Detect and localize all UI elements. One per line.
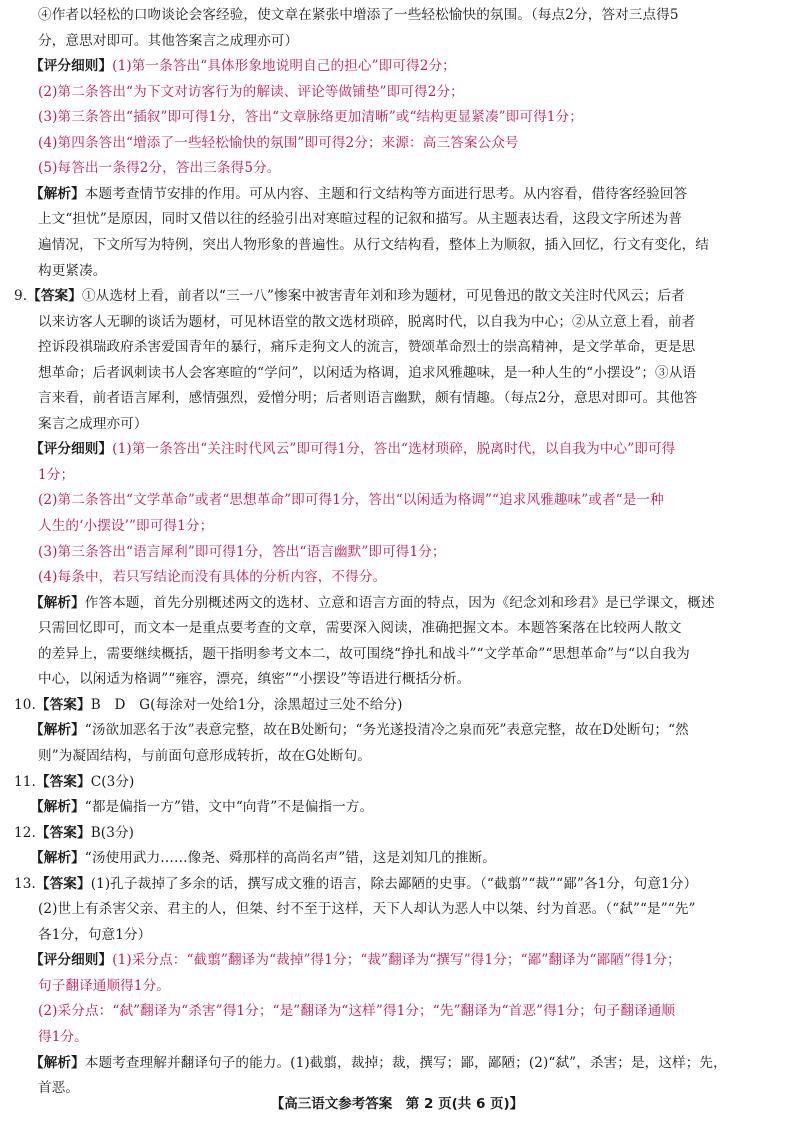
text-line	[14, 824, 734, 842]
question-number: 12.	[14, 824, 36, 841]
text-line	[38, 926, 758, 944]
answer-text: 的差异上，需要继续概括，题干指明参考文本二，故可围绕“挣扎和战斗”“文学革命”“思想革命”与“以自我为	[38, 645, 690, 662]
text-line	[38, 313, 758, 331]
section-tag: 【解析】	[30, 850, 85, 867]
text-line	[38, 338, 758, 356]
answer-text: 本题考查理解并翻译句子的能力。(1)截翦，裁掉；裁，撰写；鄙，鄙陋；(2)“弑”，杀害；是，这样；先，	[84, 1054, 727, 1071]
text-line	[30, 594, 750, 612]
grading-note-text: (2)第二条答出“为下文对访客行为的解读、评论等做铺垫”即可得2分；	[38, 83, 464, 100]
answer-text: 首恶。	[38, 1080, 80, 1097]
text-line	[38, 491, 758, 509]
section-tag: 【答案】	[35, 875, 91, 892]
grading-note-text: (4)每条中，若只写结论而没有具体的分析内容，不得分。	[38, 569, 387, 586]
answer-text: ①从选材上看，前者以“三一八”惨案中被害青年刘和珍为题材，可见鲁迅的散文关注时代风云；后者	[81, 288, 685, 305]
text-line	[38, 619, 758, 637]
grading-note-text: 句子翻译通顺得1分。	[38, 977, 170, 994]
text-line	[38, 83, 758, 101]
text-line	[30, 185, 750, 203]
text-line	[38, 134, 758, 152]
answer-text: “汤欲加恶名于汝”表意完整，故在B处断句；“务光遂投清冷之泉而死”表意完整，故在D处断句；“然	[84, 722, 689, 739]
answer-text: 本题考查情节安排的作用。可从内容、主题和行文结构等方面进行思考。从内容看，借待客经验回答	[84, 185, 688, 202]
answer-text: 则”为凝固结构，与前面句意形成转折，故在G处断句。	[38, 747, 371, 764]
text-line	[38, 159, 758, 177]
answer-text: “都是偏指一方”错，文中“向背”不是偏指一方。	[84, 799, 374, 816]
answer-text: 遍情况，下文所写为特例，突出人物形象的普遍性。从行文结构看，整体上为顺叙，插入回忆，行文有变化，结	[38, 236, 709, 253]
text-line	[30, 849, 750, 867]
answer-text: B D G(每涂对一处给1分，涂黑超过三处不给分)	[90, 696, 403, 713]
answer-text: 控诉段祺瑞政府杀害爱国青年的暴行，痛斥走狗文人的流言，赞颂革命烈士的崇高精神，是文学革命，更是思	[38, 339, 696, 356]
text-line	[38, 389, 758, 407]
grading-note-text: (1)第一条答出“具体形象地说明自己的担心”即可得2分；	[112, 58, 456, 75]
text-line	[38, 262, 758, 280]
text-line	[30, 1054, 750, 1072]
grading-note-text: (4)第四条答出“增添了一些轻松愉快的氛围”即可得2分；来源：高三答案公众号	[38, 134, 519, 151]
answer-text: 想革命；后者讽刺读书人会客寒暄的“学问”，以闲适为格调，追求风雅趣味，是一种人生的“小摆设”；③从语	[38, 364, 697, 381]
text-line	[14, 875, 734, 893]
text-line	[38, 670, 758, 688]
section-tag: 【答案】	[35, 824, 91, 841]
text-line	[38, 543, 758, 561]
answer-text: ④作者以轻松的口吻谈论会客经验，使文章在紧张中增添了一些轻松愉快的氛围。（每点2分，答对三点得5	[38, 7, 679, 23]
text-line	[38, 1002, 758, 1020]
text-line	[38, 517, 758, 535]
answer-text: 作答本题，首先分别概述两文的选材、立意和语言方面的特点，因为《纪念刘和珍君》是已学课文，概述	[84, 594, 715, 611]
section-tag: 【解析】	[30, 799, 85, 816]
section-tag: 【评分细则】	[30, 441, 113, 458]
section-tag: 【答案】	[35, 696, 91, 713]
question-number: 13.	[14, 875, 36, 892]
answer-text: C(3分)	[90, 773, 135, 790]
answer-text: 上文“担忧”是原因，同时又借以往的经验引出对寒暄过程的记叙和描写。从主题表达看，这段文字所述为普	[38, 211, 683, 228]
section-tag: 【答案】	[27, 288, 82, 305]
grading-note-text: (3)第三条答出“插叙”即可得1分，答出“文章脉络更加清晰”或“结构更显紧凑”即可得1分；	[38, 109, 583, 126]
text-line	[30, 798, 750, 816]
section-tag: 【答案】	[35, 773, 91, 790]
section-tag: 【解析】	[30, 722, 85, 739]
answer-text: 构更紧凑。	[38, 262, 107, 279]
answer-text: 案言之成理亦可）	[38, 415, 148, 432]
grading-note-text: 人生的‘小摆设’”即可得1分；	[38, 518, 214, 534]
answer-text: 各1分，句意1分）	[38, 926, 152, 943]
grading-note-text: (5)每答出一条得2分，答出三条得5分。	[38, 160, 281, 177]
section-tag: 【评分细则】	[30, 952, 113, 969]
grading-note-text: (2)第二条答出“文学革命”或者“思想革命”即可得1分，答出“以闲适为格调”“追求风雅趣味”或者“是一种	[38, 492, 664, 509]
text-line	[38, 364, 758, 382]
answer-text: 中心，以闲适为格调”“雍容，漂亮，缜密”“小摆设”等语进行概括分析。	[38, 671, 471, 688]
text-line	[38, 210, 758, 228]
section-tag: 【解析】	[30, 594, 85, 611]
answer-text: B(3分)	[90, 824, 135, 841]
answer-text: 言来看，前者语言犀利，感情强烈，爱憎分明；后者则语言幽默，颇有情趣。（每点2分，意思对即可。其他答	[38, 390, 698, 407]
grading-note-text: (3)第三条答出“语言犀利”即可得1分，答出“语言幽默”即可得1分；	[38, 543, 446, 560]
question-number: 11.	[14, 773, 36, 790]
answer-text: 只需回忆即可，而文本一是重点要考查的文章，需要深入阅读，准确把握文本。本题答案落在比较两人散文	[38, 620, 682, 637]
text-line	[38, 32, 758, 50]
text-line	[38, 645, 758, 663]
text-line	[38, 568, 758, 586]
section-tag: 【评分细则】	[30, 58, 113, 75]
text-line	[30, 721, 750, 739]
answer-text: 分，意思对即可。其他答案言之成理亦可）	[38, 32, 299, 49]
answer-text: 以来访客人无聊的谈话为题材，可见林语堂的散文选材琐碎，脱离时代，以自我为中心；②从立意上看，前者	[38, 313, 696, 330]
text-line	[38, 466, 758, 484]
question-number: 9.	[14, 288, 28, 305]
question-number: 10.	[14, 696, 36, 713]
grading-note-text: 1分；	[38, 466, 75, 483]
text-line	[38, 415, 758, 433]
text-line	[14, 287, 734, 305]
grading-note-text: 得1分。	[38, 1029, 88, 1045]
text-line	[14, 773, 734, 791]
page-footer: 【高三语文参考答案 第 2 页(共 6 页)】	[270, 1096, 524, 1112]
grading-note-text: (1)第一条答出“关注时代风云”即可得1分，答出“选材琐碎，脱离时代，以自我为中心”即可得	[112, 441, 676, 458]
grading-note-text: (1)采分点：“截翦”翻译为“裁掉”得1分；“裁”翻译为“撰写”得1分；“鄙”翻译为“鄙陋”得1分；	[112, 952, 681, 969]
text-line	[38, 236, 758, 254]
text-line	[38, 6, 758, 24]
text-line	[30, 57, 750, 75]
section-tag: 【解析】	[30, 185, 85, 202]
section-tag: 【解析】	[30, 1054, 85, 1071]
grading-note-text: (2)采分点：“弑”翻译为“杀害”得1分；“是”翻译为“这样”得1分；“先”翻译为“首恶”得1分；句子翻译通顺	[38, 1003, 676, 1020]
answer-text: (1)孔子裁掉了多余的话，撰写成文雅的语言，除去鄙陋的史事。（“截翦”“裁”“鄙”各1分，句意1分）	[90, 875, 698, 892]
text-line	[38, 977, 758, 995]
text-line	[38, 108, 758, 126]
answer-text: “汤使用武力……像尧、舜那样的高尚名声”错，这是刘知几的推断。	[84, 850, 496, 867]
text-line	[30, 440, 750, 458]
answer-text: (2)世上有杀害父亲、君主的人，但桀、纣不至于这样，天下人却认为恶人中以桀、纣为首恶。（“弑”“是”“先”	[38, 901, 696, 918]
text-line	[30, 951, 750, 969]
text-line	[38, 747, 758, 765]
text-line	[38, 1028, 758, 1046]
text-line	[14, 696, 734, 714]
text-line	[38, 900, 758, 918]
